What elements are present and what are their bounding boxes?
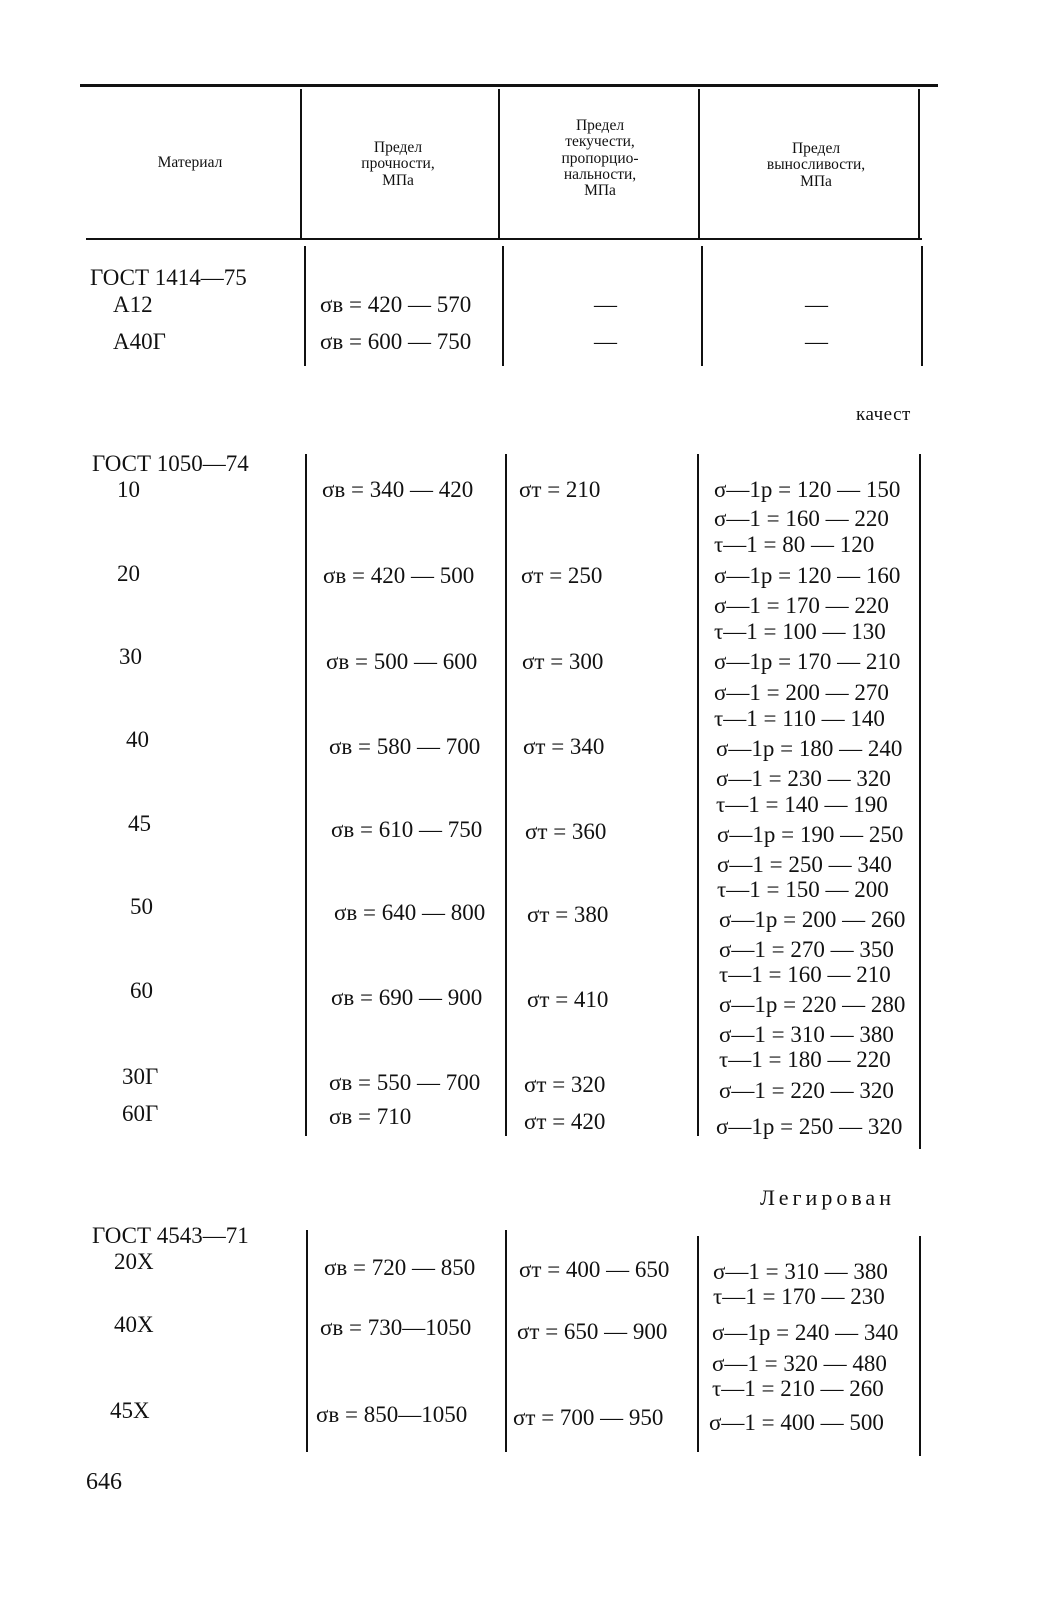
header-tensile-strength: Предел прочности, МПа <box>361 139 435 189</box>
page-number: 646 <box>86 1469 122 1495</box>
header-bottom-rule <box>86 238 922 240</box>
sec3-divider-4 <box>919 1236 921 1456</box>
row-material: 40 <box>126 727 149 752</box>
header-top-rule <box>80 84 938 87</box>
row-ys: σт = 380 <box>527 902 609 927</box>
row-uts: σв = 850—1050 <box>316 1402 468 1427</box>
row-material: 50 <box>130 894 153 919</box>
row-endurance-1: σ—1р = 120 — 160 <box>714 563 901 588</box>
row-uts: σв = 640 — 800 <box>334 900 486 925</box>
sec2-divider-3 <box>697 454 699 1136</box>
sec3-divider-2 <box>505 1230 507 1452</box>
row-ys: σт = 340 <box>523 734 605 759</box>
row-endurance-1: σ—1 = 220 — 320 <box>719 1078 894 1103</box>
row-uts: σв = 690 — 900 <box>331 985 483 1010</box>
row-uts: σв = 730—1050 <box>320 1315 472 1340</box>
row-endurance-1: σ—1р = 200 — 260 <box>719 907 906 932</box>
row-endurance-1: σ—1р = 250 — 320 <box>716 1114 903 1139</box>
sec1-row2-ys: — <box>594 329 617 354</box>
row-uts: σв = 720 — 850 <box>324 1255 476 1280</box>
row-endurance-1: σ—1р = 120 — 150 <box>714 477 901 502</box>
header-divider-3 <box>698 89 700 239</box>
row-endurance-1: σ—1р = 170 — 210 <box>714 649 901 674</box>
header-material: Материал <box>157 154 223 171</box>
row-endurance-2: σ—1 = 320 — 480 <box>712 1351 887 1376</box>
row-material: 45 <box>128 811 151 836</box>
row-endurance-2: σ—1 = 310 — 380 <box>719 1022 894 1047</box>
row-material: 20Х <box>114 1249 154 1274</box>
row-endurance-2: σ—1 = 170 — 220 <box>714 593 889 618</box>
row-endurance-1: σ—1р = 190 — 250 <box>717 822 904 847</box>
row-ys: σт = 410 <box>527 987 609 1012</box>
row-endurance-3: τ—1 = 100 — 130 <box>714 619 886 644</box>
row-endurance-2: σ—1 = 250 — 340 <box>717 852 892 877</box>
row-endurance-1: σ—1 = 310 — 380 <box>713 1259 888 1284</box>
header-divider-4 <box>918 89 920 239</box>
sec2-standard: ГОСТ 1050—74 <box>92 451 249 476</box>
sec2-divider-1 <box>305 454 307 1136</box>
sec1-row1-uts: σв = 420 — 570 <box>320 292 472 317</box>
row-endurance-1: σ—1 = 400 — 500 <box>709 1410 884 1435</box>
row-ys: σт = 300 <box>522 649 604 674</box>
row-ys: σт = 650 — 900 <box>517 1319 668 1344</box>
header-endurance-limit: Предел выносливости, МПа <box>766 140 866 190</box>
header-divider-2 <box>498 89 500 239</box>
header-divider-1 <box>300 89 302 239</box>
sec2-title: качест <box>856 404 911 425</box>
row-uts: σв = 340 — 420 <box>322 477 474 502</box>
row-endurance-3: τ—1 = 140 — 190 <box>716 792 888 817</box>
sec3-standard: ГОСТ 4543—71 <box>92 1223 249 1248</box>
sec1-row1-ys: — <box>594 292 617 317</box>
sec1-row1-material: А12 <box>113 292 153 317</box>
sec3-divider-3 <box>697 1236 699 1452</box>
row-uts: σв = 500 — 600 <box>326 649 478 674</box>
row-material: 40Х <box>114 1312 154 1337</box>
row-endurance-3: τ—1 = 80 — 120 <box>714 532 875 557</box>
sec1-row1-endurance: — <box>805 292 828 317</box>
row-endurance-2: σ—1 = 200 — 270 <box>714 680 889 705</box>
row-endurance-1: σ—1р = 220 — 280 <box>719 992 906 1017</box>
row-endurance-1: σ—1р = 180 — 240 <box>716 736 903 761</box>
sec3-divider-1 <box>306 1230 308 1452</box>
sec1-divider-2 <box>502 246 504 366</box>
row-material: 60 <box>130 978 153 1003</box>
row-ys: σт = 250 <box>521 563 603 588</box>
sec1-row2-uts: σв = 600 — 750 <box>320 329 472 354</box>
row-endurance-2: σ—1 = 230 — 320 <box>716 766 891 791</box>
row-uts: σв = 420 — 500 <box>323 563 475 588</box>
row-endurance-3: τ—1 = 150 — 200 <box>717 877 889 902</box>
row-uts: σв = 610 — 750 <box>331 817 483 842</box>
sec1-divider-1 <box>304 246 306 366</box>
sec1-row2-endurance: — <box>805 329 828 354</box>
row-ys: σт = 210 <box>519 477 601 502</box>
sec1-divider-4 <box>921 246 923 366</box>
row-material: 45Х <box>110 1398 150 1423</box>
row-endurance-3: τ—1 = 160 — 210 <box>719 962 891 987</box>
row-endurance-3: τ—1 = 180 — 220 <box>719 1047 891 1072</box>
sec1-divider-3 <box>701 246 703 366</box>
row-uts: σв = 580 — 700 <box>329 734 481 759</box>
header-yield-strength: Предел текучести, пропорцио- нальности, МПа <box>561 117 639 200</box>
row-endurance-2: σ—1 = 160 — 220 <box>714 506 889 531</box>
row-material: 60Г <box>122 1101 159 1126</box>
sec1-standard: ГОСТ 1414—75 <box>90 265 247 290</box>
row-material: 30 <box>119 644 142 669</box>
row-ys: σт = 700 — 950 <box>513 1405 664 1430</box>
row-uts: σв = 550 — 700 <box>329 1070 481 1095</box>
row-endurance-2: σ—1 = 270 — 350 <box>719 937 894 962</box>
sec3-title: Легирован <box>760 1185 895 1210</box>
row-ys: σт = 400 — 650 <box>519 1257 670 1282</box>
row-uts: σв = 710 <box>329 1104 412 1129</box>
sec2-divider-4 <box>919 454 921 1149</box>
row-ys: σт = 320 <box>524 1072 606 1097</box>
row-ys: σт = 360 <box>525 819 607 844</box>
row-endurance-2: τ—1 = 170 — 230 <box>713 1284 885 1309</box>
row-endurance-1: σ—1р = 240 — 340 <box>712 1320 899 1345</box>
row-endurance-3: τ—1 = 110 — 140 <box>714 706 885 731</box>
row-endurance-3: τ—1 = 210 — 260 <box>712 1376 884 1401</box>
row-material: 10 <box>117 477 140 502</box>
row-material: 30Г <box>122 1064 159 1089</box>
row-ys: σт = 420 <box>524 1109 606 1134</box>
sec2-divider-2 <box>505 454 507 1136</box>
sec1-row2-material: А40Г <box>113 329 166 354</box>
row-material: 20 <box>117 561 140 586</box>
